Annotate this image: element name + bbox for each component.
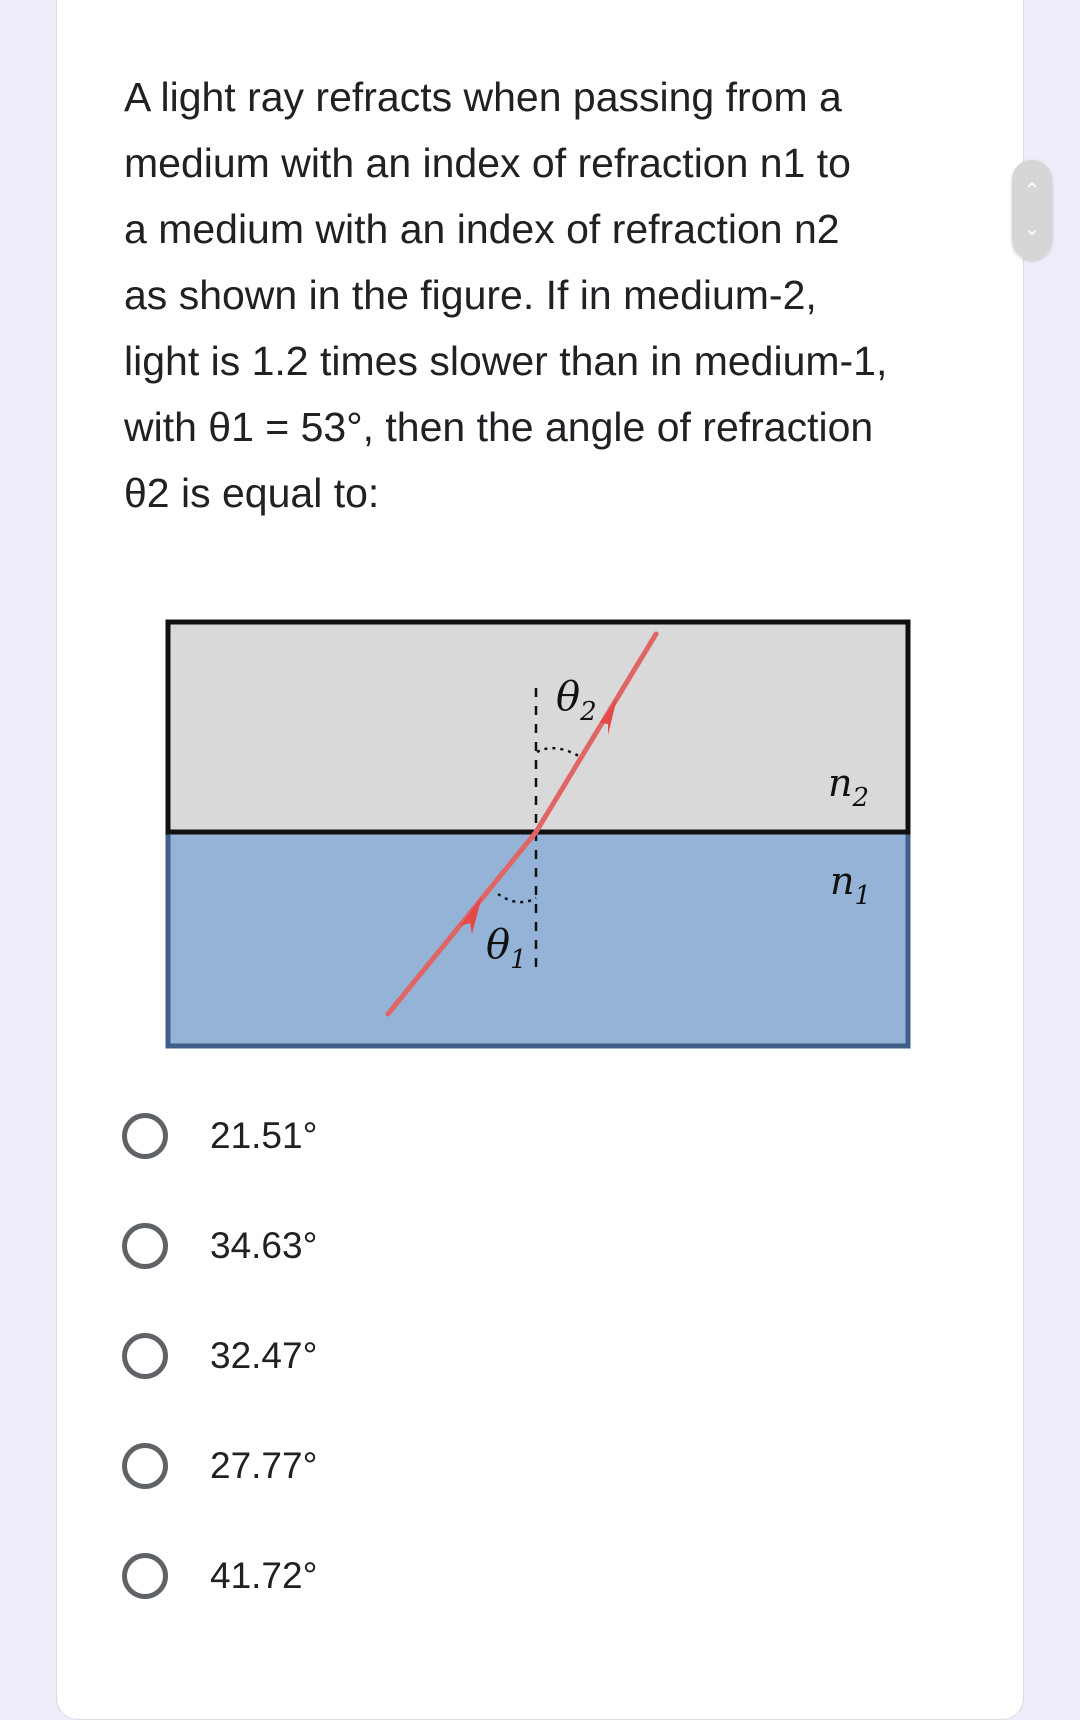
option-3[interactable] xyxy=(122,1328,722,1384)
option-label: 21.51° xyxy=(210,1115,318,1156)
refraction-figure xyxy=(164,618,912,1054)
chevron-up-icon[interactable]: ⌃ xyxy=(1023,178,1041,202)
n1-label: $n_1$ xyxy=(830,859,872,911)
medium-1 xyxy=(168,832,908,1046)
radio-button[interactable] xyxy=(122,1113,168,1159)
option-label: 34.63° xyxy=(210,1225,318,1266)
radio-button[interactable] xyxy=(122,1443,168,1489)
radio-button[interactable] xyxy=(122,1333,168,1379)
option-5[interactable] xyxy=(122,1548,722,1604)
theta1-label: $\theta_1$ xyxy=(486,922,527,975)
radio-button[interactable] xyxy=(122,1553,168,1599)
chevron-down-icon[interactable]: ⌄ xyxy=(1023,216,1041,240)
question-text: A light ray refracts when passing from a medium with an index of refraction n1 to a medium with an index of refraction n2 as shown in the figure. If in medium-2, light is 1.2 times slower than in medium-1, with θ1 = 53°, then the angle of refraction θ2 is equal to: xyxy=(124,74,888,516)
answer-options xyxy=(122,1108,722,1658)
radio-button[interactable] xyxy=(122,1223,168,1269)
n2-label: $n_2$ xyxy=(828,761,870,813)
option-label: 27.77° xyxy=(210,1445,318,1486)
option-label: 41.72° xyxy=(210,1555,318,1596)
option-4[interactable] xyxy=(122,1438,722,1494)
theta2-label: $\theta_2$ xyxy=(556,674,597,727)
medium-2 xyxy=(168,622,908,832)
option-label: 32.47° xyxy=(210,1335,318,1376)
scroll-nav[interactable] xyxy=(1012,160,1052,260)
option-2[interactable] xyxy=(122,1218,722,1274)
option-1[interactable] xyxy=(122,1108,722,1164)
